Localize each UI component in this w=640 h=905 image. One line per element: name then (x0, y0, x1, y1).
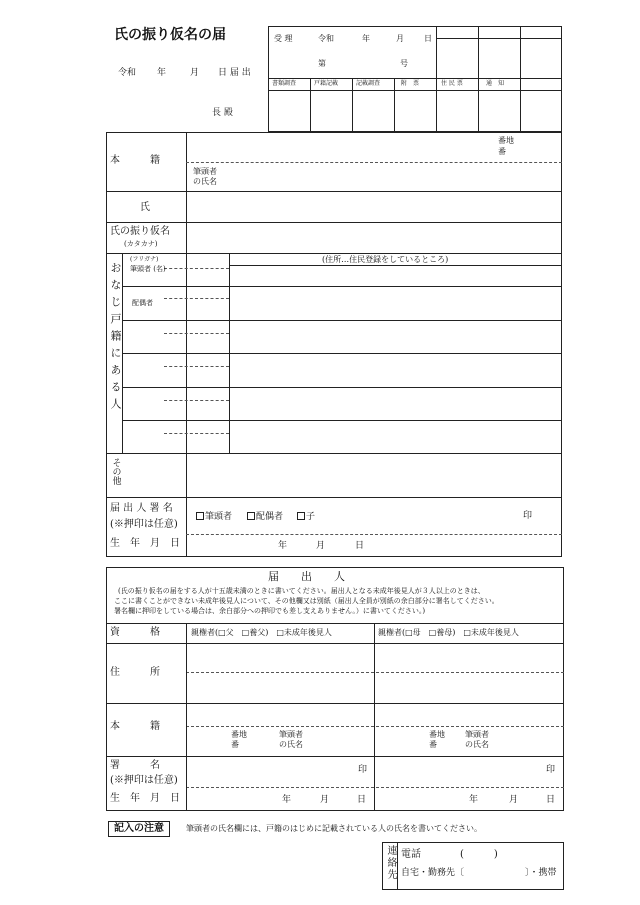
birthdate-label: 生 年 月 日 (110, 538, 180, 549)
furigana-label: 氏の振り仮名 (110, 226, 170, 237)
hittousha-name-label: 筆頭者 の氏名 (193, 167, 217, 186)
contact-phone-label: 電話 (401, 849, 421, 860)
date-year: 年 (157, 68, 167, 78)
birth-year: 年 (278, 541, 288, 551)
katakana-note: (カタカナ) (124, 240, 158, 248)
signer-option-haigusha[interactable]: 配偶者 (247, 512, 283, 522)
left-no-shimei: の氏名 (279, 740, 303, 749)
haigusha-label: 配偶者 (132, 299, 153, 307)
left-birth-year: 年 (282, 795, 292, 805)
hittousha-mei: 筆頭者 (名) (130, 265, 166, 273)
col-koseki: 戸籍記載 (314, 80, 339, 87)
signer-option-ko[interactable]: 子 (297, 512, 315, 522)
signer-label: 届 出 人 署 名 (110, 503, 173, 514)
birth-day: 日 (355, 541, 365, 551)
signer-option-hittousha[interactable]: 筆頭者 (196, 512, 232, 522)
right-qualification[interactable]: 親権者(□母 □養母) □未成年後見人 (378, 628, 519, 637)
left-birth-month: 月 (320, 795, 330, 805)
receipt-number-suffix: 号 (400, 59, 408, 68)
address-note: (住所…住民登録をしているところ) (322, 255, 449, 264)
left-qualification[interactable]: 親権者(□父 □養父) □未成年後見人 (191, 628, 332, 637)
uji-label: 氏 (140, 202, 150, 213)
signer-seal-optional: (※押印は任意) (110, 519, 178, 530)
col-juminhyo: 住 民 票 (441, 80, 463, 87)
receipt-label: 受 理 (274, 34, 293, 43)
left-birth-day: 日 (357, 795, 367, 805)
right-ban: 番 (429, 740, 437, 749)
contact-mobile: 〕・携帯 (525, 868, 557, 878)
receipt-year: 年 (362, 34, 370, 43)
furigana-small: (フリガナ) (130, 256, 159, 263)
right-no-shimei: の氏名 (465, 740, 489, 749)
col-kisai: 記載調査 (356, 80, 381, 87)
honseki-ban: 番 (498, 147, 506, 156)
left-hittousha: 筆頭者 (279, 730, 303, 739)
left-ban: 番 (231, 740, 239, 749)
right-birth-month: 月 (509, 795, 519, 805)
notifier-note-2: ここに書くことができない未成年後見人について、その他欄又は別紙（届出人全員が別紙の余白部分に署名してください。 (114, 597, 499, 605)
contact-home-work: 自宅・勤務先〔 (401, 868, 465, 878)
notifier-note-1: (氏の振り仮名の届をする人が十五歳未満のときに書いてください。届出人となる未成年後見人が３人以上のときは、 (118, 587, 485, 595)
right-birth-day: 日 (546, 795, 556, 805)
right-birth-year: 年 (469, 795, 479, 805)
honseki-label: 本 籍 (110, 155, 160, 166)
jusho-label: 住 所 (110, 667, 160, 678)
col-fuhyo: 附 票 (401, 80, 420, 87)
date-day-submit: 日 届 出 (218, 68, 251, 78)
right-seal: 印 (546, 765, 556, 775)
receipt-era: 令和 (318, 34, 334, 43)
col-tsuchi: 通 知 (486, 80, 505, 87)
receipt-month: 月 (396, 34, 404, 43)
notifier-honseki-label: 本 籍 (110, 721, 160, 732)
sonota-label: その他 (110, 458, 121, 485)
left-seal: 印 (358, 765, 368, 775)
signer-seal: 印 (523, 511, 533, 521)
checkbox-icon (196, 512, 204, 520)
form-title: 氏の振り仮名の届 (114, 27, 226, 43)
date-month: 月 (190, 68, 200, 78)
honseki-banchi: 番地 (498, 136, 514, 145)
shomei-label: 署 名 (110, 760, 160, 771)
receipt-day: 日 (424, 34, 432, 43)
caution-text: 筆頭者の氏名欄には、戸籍のはじめに記載されている人の氏名を書いてください。 (186, 824, 482, 833)
contact-phone-parens[interactable]: ( ) (460, 849, 498, 860)
main-form (106, 132, 562, 557)
right-banchi: 番地 (429, 730, 445, 739)
checkbox-icon (247, 512, 255, 520)
receipt-number-prefix: 第 (318, 59, 326, 68)
birth-month: 月 (316, 541, 326, 551)
shomei-seal-optional: (※押印は任意) (110, 775, 178, 786)
notifier-heading: 届 出 人 (268, 570, 345, 583)
same-koseki-label: おなじ戸籍にある人 (109, 262, 122, 415)
date-era: 令和 (118, 68, 137, 78)
reception-box (268, 26, 562, 132)
caution-label: 記入の注意 (108, 821, 170, 837)
notifier-birthdate-label: 生 年 月 日 (110, 793, 180, 804)
notifier-note-3: 署名欄に押印をしている場合は、余白部分への押印でも差し支えありません。）に書いてください。) (114, 607, 426, 615)
col-shorui: 書類調査 (272, 80, 297, 87)
checkbox-icon (297, 512, 305, 520)
shikaku-label: 資 格 (110, 627, 160, 638)
left-banchi: 番地 (231, 730, 247, 739)
contact-label: 連絡先 (385, 845, 396, 881)
recipient-suffix: 長 殿 (212, 108, 233, 118)
right-hittousha: 筆頭者 (465, 730, 489, 739)
